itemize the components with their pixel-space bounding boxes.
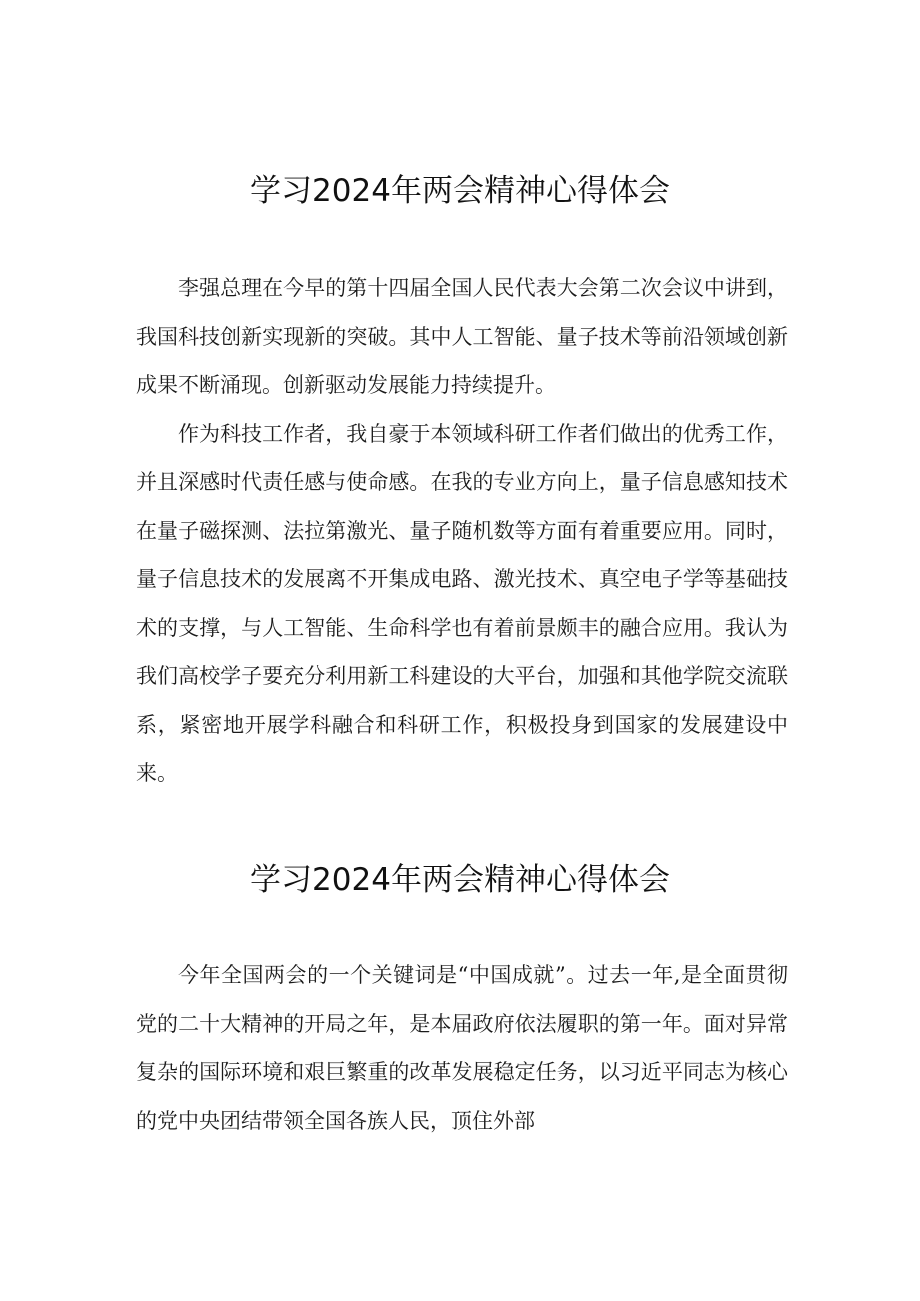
- section-1-title: 学习2024年两会精神心得体会: [250, 173, 670, 209]
- section-1-paragraph-1: 李强总理在今早的第十四届全国人民代表大会第二次会议中讲到，我国科技创新实现新的突破。其中人工智能、量子技术等前沿领域创新成果不断涌现。创新驱动发展能力持续提升。: [136, 276, 788, 397]
- section-1-paragraph-2: 作为科技工作者，我自豪于本领域科研工作者们做出的优秀工作，并且深感时代责任感与使命感。在我的专业方向上，量子信息感知技术在量子磁探测、法拉第激光、量子随机数等方面有着重要应用。同时，量子信息技术的发展离不开集成电路、激光技术、真空电子学等基础技术的支撑，与人工智能、生命科学也有着前景颇丰的融合应用。我认为我们高校学子要充分利用新工科建设的大平台，加强和其他学院交流联系，紧密地开展学科融合和科研工作，积极投身到国家的发展建设中来。: [136, 421, 788, 785]
- section-1-body: [136, 264, 788, 798]
- section-2-paragraph-1: 今年全国两会的一个关键词是“中国成就”。过去一年,是全面贯彻党的二十大精神的开局之年，是本届政府依法履职的第一年。面对异常复杂的国际环境和艰巨繁重的改革发展稳定任务，以习近平同志为核心的党中央团结带领全国各族人民，顶住外部: [136, 963, 788, 1133]
- section-2-body: [136, 951, 788, 1145]
- section-2-title: 学习2024年两会精神心得体会: [250, 862, 670, 898]
